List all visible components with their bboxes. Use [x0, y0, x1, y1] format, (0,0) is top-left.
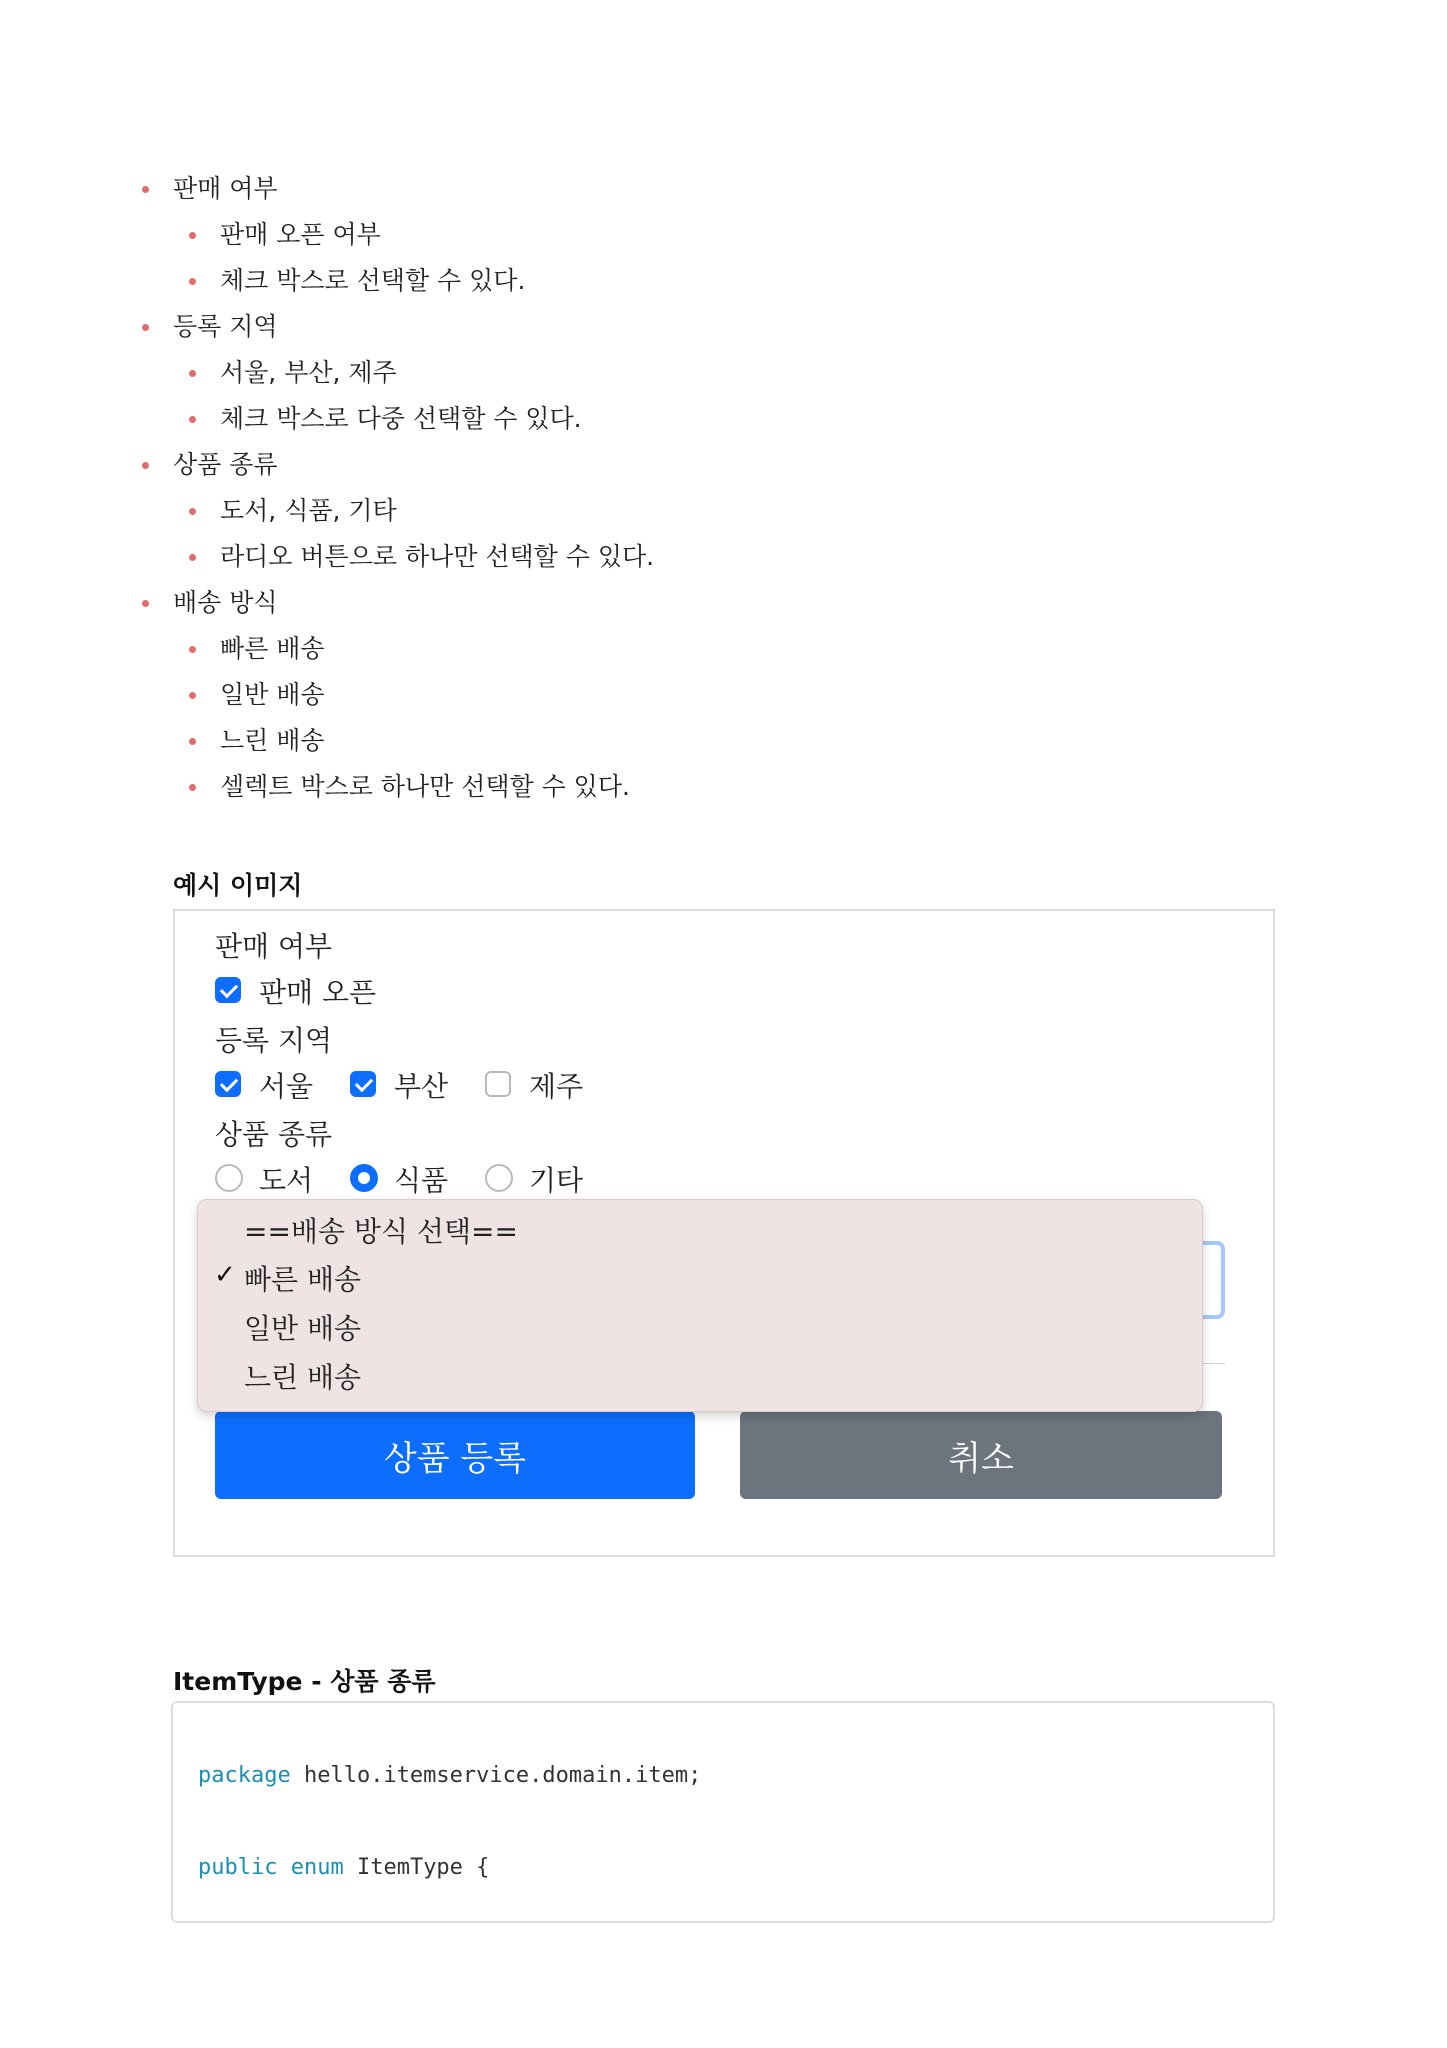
list-item-label: 라디오 버튼으로 하나만 선택할 수 있다.	[220, 542, 655, 571]
region-busan-label: 부산	[394, 1070, 449, 1103]
list-item-label: 서울, 부산, 제주	[220, 358, 397, 387]
sale-open-checkbox[interactable]	[215, 977, 241, 1003]
dropdown-option-fast[interactable]: 빠른 배송	[244, 1263, 362, 1296]
bullet-dot	[189, 554, 196, 561]
type-book-label: 도서	[259, 1164, 314, 1197]
list-item	[220, 402, 582, 436]
bullet-dot	[189, 508, 196, 515]
list-item-type	[173, 448, 278, 482]
region-busan-checkbox[interactable]	[350, 1071, 376, 1097]
code-text: ItemType {	[343, 1855, 490, 1880]
code-keyword: package	[198, 1763, 291, 1788]
list-item	[220, 770, 630, 804]
region-jeju-label: 제주	[529, 1070, 584, 1103]
region-jeju-checkbox[interactable]	[485, 1071, 511, 1097]
list-item-label: 체크 박스로 선택할 수 있다.	[220, 266, 526, 295]
list-item-label: 배송 방식	[173, 588, 278, 617]
sale-open-label: 판매 오픈	[259, 976, 377, 1009]
dropdown-option-normal[interactable]: 일반 배송	[244, 1312, 362, 1345]
delivery-dropdown-menu	[197, 1199, 1203, 1412]
dropdown-option-placeholder[interactable]: ==배송 방식 선택==	[244, 1215, 518, 1248]
list-item-label: 판매 오픈 여부	[220, 220, 381, 249]
type-label: 상품 종류	[215, 1118, 333, 1151]
bullet-dot	[142, 462, 149, 469]
list-item-label: 판매 여부	[173, 174, 278, 203]
list-item-label: 셀렉트 박스로 하나만 선택할 수 있다.	[220, 772, 630, 801]
list-item-label: 느린 배송	[220, 726, 325, 755]
bullet-dot	[189, 646, 196, 653]
code-block	[171, 1701, 1275, 1923]
list-item-region	[173, 310, 278, 344]
list-item	[220, 356, 397, 390]
code-line-package	[198, 1763, 701, 1788]
bullet-dot	[189, 416, 196, 423]
code-keyword: public	[198, 1855, 278, 1880]
bullet-dot	[189, 232, 196, 239]
list-item-sale	[173, 172, 278, 206]
bullet-dot	[189, 278, 196, 285]
list-item-label: 일반 배송	[220, 680, 325, 709]
list-item-label: 등록 지역	[173, 312, 278, 341]
example-heading: 예시 이미지	[173, 871, 303, 900]
list-item	[220, 218, 381, 252]
bullet-dot	[189, 370, 196, 377]
cancel-button[interactable]: 취소	[740, 1411, 1222, 1499]
type-etc-radio[interactable]	[485, 1164, 513, 1192]
list-item	[220, 264, 525, 298]
region-label: 등록 지역	[215, 1024, 333, 1057]
list-item	[220, 540, 654, 574]
type-food-radio[interactable]	[350, 1164, 378, 1192]
bullet-dot	[142, 600, 149, 607]
list-item-delivery	[173, 586, 278, 620]
bullet-dot	[142, 324, 149, 331]
list-item	[220, 632, 325, 666]
code-heading: ItemType - 상품 종류	[173, 1667, 436, 1696]
submit-button[interactable]: 상품 등록	[215, 1411, 695, 1499]
sale-label: 판매 여부	[215, 930, 333, 963]
type-book-radio[interactable]	[215, 1164, 243, 1192]
code-line-enum	[198, 1855, 489, 1880]
code-text: hello.itemservice.domain.item;	[290, 1763, 702, 1788]
bullet-dot	[189, 738, 196, 745]
list-item-label: 체크 박스로 다중 선택할 수 있다.	[220, 404, 582, 433]
bullet-dot	[189, 784, 196, 791]
check-icon: ✓	[214, 1260, 236, 1290]
list-item	[220, 494, 397, 528]
dropdown-option-slow[interactable]: 느린 배송	[244, 1361, 362, 1394]
type-food-label: 식품	[394, 1164, 449, 1197]
list-item-label: 상품 종류	[173, 450, 278, 479]
list-item	[220, 678, 325, 712]
region-seoul-checkbox[interactable]	[215, 1071, 241, 1097]
list-item-label: 도서, 식품, 기타	[220, 496, 397, 525]
code-keyword: enum	[290, 1855, 344, 1880]
list-item	[220, 724, 325, 758]
bullet-dot	[189, 692, 196, 699]
list-item-label: 빠른 배송	[220, 634, 325, 663]
type-etc-label: 기타	[529, 1164, 584, 1197]
region-seoul-label: 서울	[259, 1070, 314, 1103]
bullet-dot	[142, 186, 149, 193]
